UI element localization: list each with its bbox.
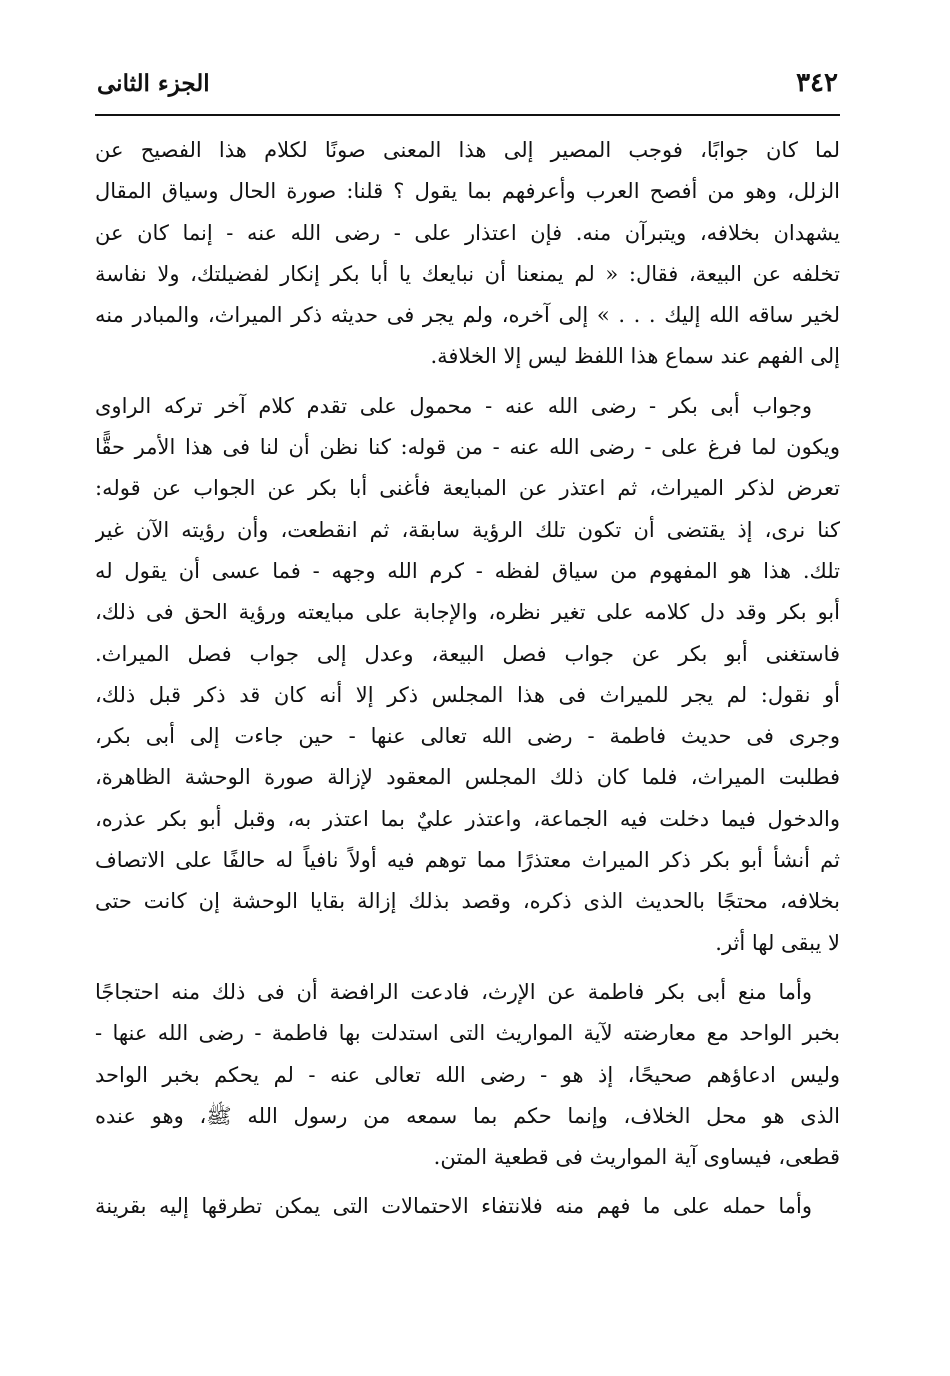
paragraph [95, 972, 840, 1178]
text-line: بخلافه، محتجًا بالحديث الذى ذكره، وقصد بذلك إزالة بقايا الوحشة إن كانت حتى [95, 889, 840, 914]
text-line: الزلل، وهو من أفصح العرب وأعرفهم بما يقول ؟ قلنا: صورة الحال وسياق المقال [95, 179, 840, 204]
text-line: تخلفه عن البيعة، فقال: « لم يمنعنا أن نبايعك يا أبا بكر إنكار لفضيلتك، ولا نفاسة [95, 261, 840, 286]
paragraph [95, 386, 840, 964]
text-line: ويكون لما فرغ على - رضى الله عنه - من قوله: كنا نظن أن لنا فى هذا الأمر حقًّا [95, 435, 840, 460]
paragraph [95, 130, 840, 378]
text-line: الذى هو محل الخلاف، وإنما حكم بما سمعه من رسول الله ﷺ، وهو عنده [95, 1103, 840, 1128]
text-line: وليس ادعاؤهم صحيحًا، إذ هو - رضى الله تعالى عنه - لم يحكم بخبر الواحد [95, 1062, 840, 1087]
text-line: وجواب أبى بكر - رضى الله عنه - محمول على تقدم كلام آخر تركه الراوى [95, 393, 812, 418]
text-line: لا يبقى لها أثر. [715, 930, 840, 955]
text-line: قطعى، فيساوى آية المواريث فى قطعية المتن. [433, 1145, 840, 1170]
text-line: لخير ساقه الله إليك . . . » إلى آخره، ولم يجر فى حديثه ذكر الميراث، والمبادر منه [95, 303, 840, 328]
running-title: الجزء الثانى [97, 70, 210, 97]
text-line: وأما منع أبى بكر فاطمة عن الإرث، فادعت الرافضة أن فى ذلك منه احتجاجًا [95, 979, 812, 1004]
text-line: لما كان جوابًا، فوجب المصير إلى هذا المعنى صونًا لكلام هذا الفصيح عن [95, 138, 840, 162]
text-line: أو نقول: لم يجر للميراث فى هذا المجلس ذكر إلا أنه كان قد ذكر قبل ذلك، [95, 682, 840, 707]
text-line: أبو بكر وقد دل كلامه على تغير نظره، والإجابة على مبايعته ورؤية الحق فى ذلك، [95, 600, 840, 625]
page-number: ٣٤٢ [796, 68, 838, 98]
text-line: والدخول فيما دخلت فيه الجماعة، واعتذر عليٌ بما اعتذر به، وقبل أبو بكر عذره، [95, 806, 840, 831]
body-text [95, 130, 840, 1228]
text-line: فطلبت الميراث، فلما كان ذلك المجلس المعقود لإزالة صورة الوحشة الظاهرة، [95, 765, 840, 790]
paragraph [95, 1186, 840, 1227]
text-line: تعرض لذكر الميراث، ثم اعتذر عن المبايعة فأغنى أبا بكر عن الجواب عن قوله: [95, 476, 840, 501]
text-line: وجرى فى حديث فاطمة - رضى الله تعالى عنها - حين جاءت إلى أبى بكر، [95, 724, 840, 749]
text-line: يشهدان بخلافه، ويتبرآن منه. فإن اعتذار على - رضى الله عنه - إنما كان عن [95, 220, 840, 245]
text-line: بخبر الواحد مع معارضته لآية المواريث التى استدلت بها فاطمة - رضى الله عنها - [95, 1021, 840, 1046]
text-line: وأما حمله على ما فهم منه فلانتفاء الاحتمالات التى يمكن تطرقها إليه بقرينة [95, 1194, 812, 1219]
text-line: فاستغنى أبو بكر عن جواب فصل البيعة، وعدل إلى جواب فصل الميراث. [95, 641, 840, 666]
text-line: كنا نرى، إذ يقتضى أن تكون تلك الرؤية سابقة، ثم انقطعت، وأن رؤيته الآن غير [95, 517, 840, 542]
book-page [95, 68, 840, 1236]
page-header [95, 68, 840, 116]
text-line: تلك. هذا هو المفهوم من سياق لفظه - كرم الله وجهه - فما عسى أن يقول له [95, 558, 840, 583]
text-line: ثم أنشأ أبو بكر ذكر الميراث معتذرًا مما توهم فيه أولاً نافياً له حالفًا على الاتصاف [95, 848, 840, 873]
text-line: إلى الفهم عند سماع هذا اللفظ ليس إلا الخلافة. [430, 344, 840, 369]
